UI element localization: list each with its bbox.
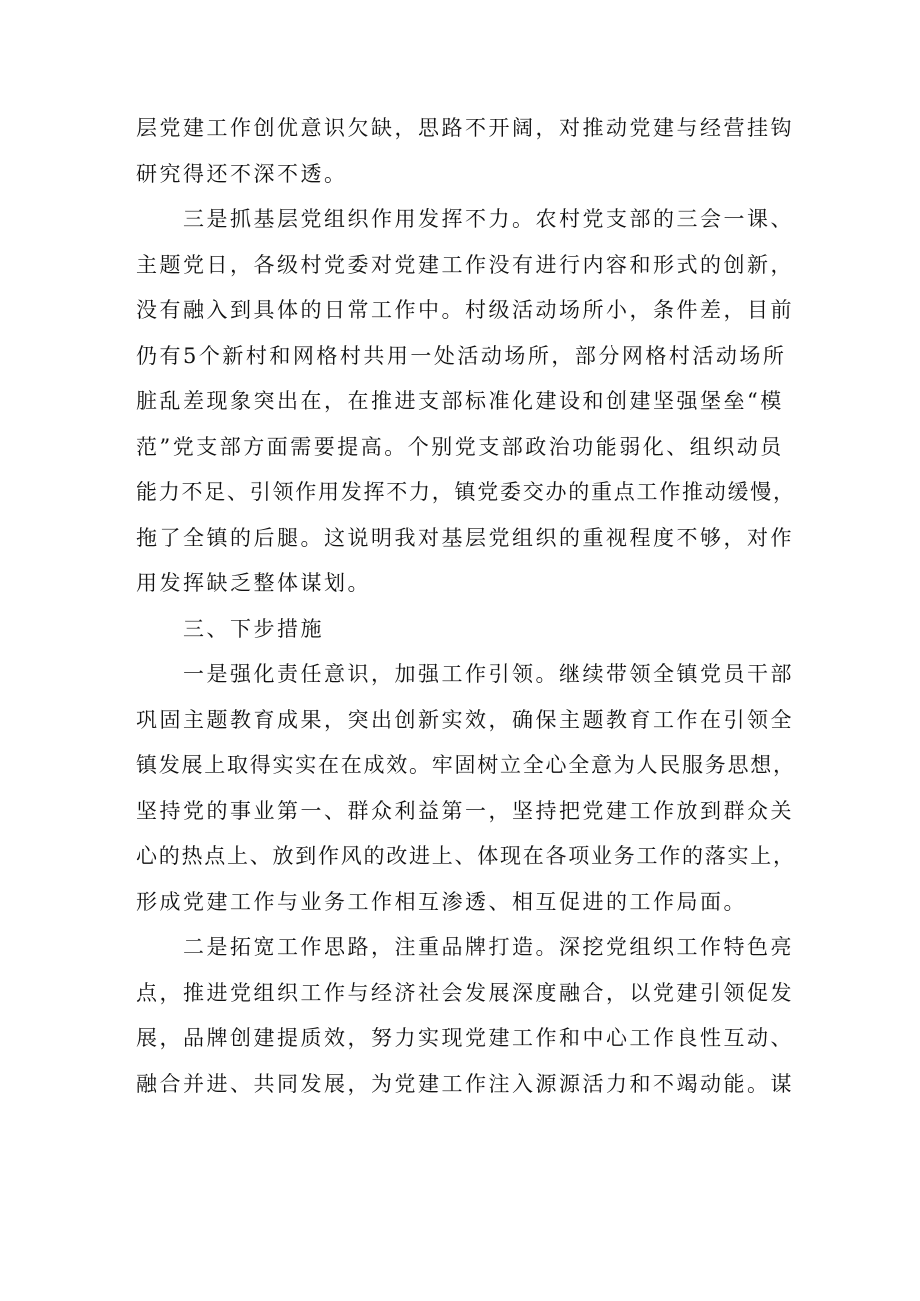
text-line: 一是强化责任意识，加强工作引领。继续带领全镇党员干部 xyxy=(183,662,794,686)
paragraph-continuation xyxy=(136,106,796,197)
text-line: 主题党日，各级村党委对党建工作没有进行内容和形式的创新， xyxy=(136,252,794,277)
text-line: 坚持党的事业第一、群众利益第一，坚持把党建工作放到群众关 xyxy=(136,798,794,823)
paragraph-point-three xyxy=(136,197,796,607)
text-line: 没有融入到具体的日常工作中。村级活动场所小，条件差，目前 xyxy=(136,298,794,322)
text-line: 用发挥缺乏整体谋划。 xyxy=(136,571,371,595)
text-line: 三是抓基层党组织作用发挥不力。农村党支部的三会一课、 xyxy=(183,207,794,231)
text-line: 范”党支部方面需要提高。个别党支部政治功能弱化、组织动员 xyxy=(136,434,784,459)
text-line: 融合并进、共同发展，为党建工作注入源源活力和不竭动能。谋 xyxy=(136,1071,794,1096)
text-line: 镇发展上取得实实在在成效。牢固树立全心全意为人民服务思想， xyxy=(136,753,796,777)
text-line: 层党建工作创优意识欠缺，思路不开阔，对推动党建与经营挂钩 xyxy=(136,116,794,140)
text-line: 能力不足、引领作用发挥不力，镇党委交办的重点工作推动缓慢， xyxy=(136,480,796,504)
text-line: 点，推进党组织工作与经济社会发展深度融合，以党建引领促发 xyxy=(136,980,794,1005)
paragraph-measure-one xyxy=(136,652,796,925)
section-heading-next-steps xyxy=(136,607,796,653)
text-line: 展，品牌创建提质效，努力实现党建工作和中心工作良性互动、 xyxy=(136,1026,794,1050)
text-line: 形成党建工作与业务工作相互渗透、相互促进的工作局面。 xyxy=(136,889,747,914)
text-line: 脏乱差现象突出在，在推进支部标准化建设和创建坚强堡垒“模 xyxy=(136,389,784,413)
paragraph-measure-two xyxy=(136,925,796,1107)
document-body xyxy=(136,106,796,1107)
text-line: 研究得还不深不透。 xyxy=(136,161,348,186)
text-line: 拖了全镇的后腿。这说明我对基层党组织的重视程度不够，对作 xyxy=(136,525,794,550)
text-line: 三、下步措施 xyxy=(183,616,324,641)
text-line: 仍有5个新村和网格村共用一处活动场所，部分网格村活动场所 xyxy=(136,343,787,368)
text-line: 心的热点上、放到作风的改进上、体现在各项业务工作的落实上， xyxy=(136,844,796,868)
text-line: 巩固主题教育成果，突出创新实效，确保主题教育工作在引领全 xyxy=(136,707,794,732)
text-line: 二是拓宽工作思路，注重品牌打造。深挖党组织工作特色亮 xyxy=(183,935,794,959)
